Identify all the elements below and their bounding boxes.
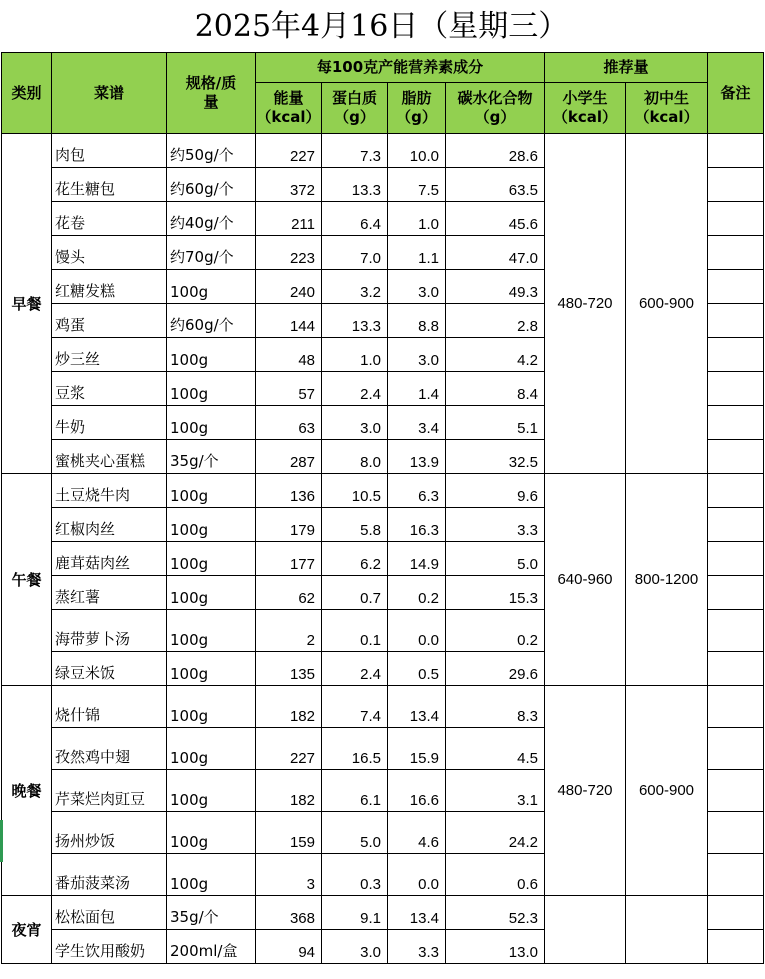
dish-name: 学生饮用酸奶	[52, 930, 167, 964]
dish-spec: 100g	[167, 652, 256, 686]
energy-value: 136	[256, 474, 322, 508]
meal-category: 午餐	[2, 474, 52, 686]
meal-category: 晚餐	[2, 686, 52, 896]
header-primary	[545, 83, 626, 134]
carbs-value: 3.3	[446, 508, 545, 542]
energy-value: 3	[256, 854, 322, 896]
dish-name: 红糖发糕	[52, 270, 167, 304]
dish-name: 鹿茸菇肉丝	[52, 542, 167, 576]
protein-value: 6.1	[322, 770, 388, 812]
notes-cell	[708, 134, 764, 168]
header-recommend-group: 推荐量	[545, 53, 708, 83]
protein-value: 7.3	[322, 134, 388, 168]
energy-value: 372	[256, 168, 322, 202]
dish-name: 鸡蛋	[52, 304, 167, 338]
carbs-value: 45.6	[446, 202, 545, 236]
dish-spec: 约60g/个	[167, 168, 256, 202]
notes-cell	[708, 236, 764, 270]
menu-table	[1, 52, 764, 964]
recommend-junior: 600-900	[626, 686, 708, 896]
dish-spec: 100g	[167, 854, 256, 896]
protein-value: 2.4	[322, 652, 388, 686]
dish-name: 芹菜烂肉豇豆	[52, 770, 167, 812]
table-row	[2, 474, 764, 508]
dish-name: 绿豆米饭	[52, 652, 167, 686]
carbs-value: 47.0	[446, 236, 545, 270]
notes-cell	[708, 854, 764, 896]
protein-value: 6.4	[322, 202, 388, 236]
carbs-value: 29.6	[446, 652, 545, 686]
dish-spec: 100g	[167, 508, 256, 542]
dish-name: 花卷	[52, 202, 167, 236]
energy-value: 287	[256, 440, 322, 474]
carbs-value: 5.0	[446, 542, 545, 576]
header-carbs-unit: （g）	[474, 108, 516, 126]
header-primary-unit: （kcal）	[552, 108, 618, 126]
protein-value: 3.2	[322, 270, 388, 304]
table-row	[2, 686, 764, 728]
header-primary-label: 小学生	[562, 89, 608, 107]
meal-category: 夜宵	[2, 896, 52, 964]
carbs-value: 15.3	[446, 576, 545, 610]
energy-value: 182	[256, 770, 322, 812]
carbs-value: 2.8	[446, 304, 545, 338]
dish-spec: 约40g/个	[167, 202, 256, 236]
dish-spec: 100g	[167, 728, 256, 770]
carbs-value: 8.3	[446, 686, 545, 728]
notes-cell	[708, 686, 764, 728]
notes-cell	[708, 440, 764, 474]
fat-value: 0.5	[388, 652, 446, 686]
energy-value: 94	[256, 930, 322, 964]
carbs-value: 4.5	[446, 728, 545, 770]
energy-value: 211	[256, 202, 322, 236]
protein-value: 13.3	[322, 168, 388, 202]
energy-value: 62	[256, 576, 322, 610]
header-nutrients-group: 每100克产能营养素成分	[256, 53, 545, 83]
recommend-primary: 480-720	[545, 686, 626, 896]
notes-cell	[708, 372, 764, 406]
dish-name: 红椒肉丝	[52, 508, 167, 542]
recommend-primary: 480-720	[545, 134, 626, 474]
fat-value: 1.4	[388, 372, 446, 406]
fat-value: 0.0	[388, 854, 446, 896]
page-title: 2025年4月16日（星期三）	[194, 9, 569, 44]
dish-spec: 35g/个	[167, 896, 256, 930]
energy-value: 57	[256, 372, 322, 406]
header-carbs-label: 碳水化合物	[457, 89, 533, 107]
notes-cell	[708, 304, 764, 338]
protein-value: 5.0	[322, 812, 388, 854]
dish-name: 松松面包	[52, 896, 167, 930]
notes-cell	[708, 338, 764, 372]
notes-cell	[708, 576, 764, 610]
fat-value: 13.4	[388, 686, 446, 728]
dish-spec: 35g/个	[167, 440, 256, 474]
dish-name: 花生糖包	[52, 168, 167, 202]
energy-value: 227	[256, 728, 322, 770]
notes-cell	[708, 542, 764, 576]
dish-name: 番茄菠菜汤	[52, 854, 167, 896]
header-energy	[256, 83, 322, 134]
notes-cell	[708, 930, 764, 964]
dish-spec: 100g	[167, 372, 256, 406]
protein-value: 5.8	[322, 508, 388, 542]
fat-value: 13.4	[388, 896, 446, 930]
energy-value: 63	[256, 406, 322, 440]
header-category: 类别	[2, 53, 52, 134]
carbs-value: 49.3	[446, 270, 545, 304]
dish-spec: 100g	[167, 610, 256, 652]
notes-cell	[708, 168, 764, 202]
protein-value: 9.1	[322, 896, 388, 930]
fat-value: 10.0	[388, 134, 446, 168]
fat-value: 16.6	[388, 770, 446, 812]
dish-name: 蒸红薯	[52, 576, 167, 610]
dish-spec: 100g	[167, 576, 256, 610]
dish-spec: 100g	[167, 474, 256, 508]
fat-value: 0.0	[388, 610, 446, 652]
dish-spec: 100g	[167, 406, 256, 440]
dish-name: 孜然鸡中翅	[52, 728, 167, 770]
header-junior	[626, 83, 708, 134]
dish-spec: 100g	[167, 338, 256, 372]
header-fat	[388, 83, 446, 134]
dish-spec: 100g	[167, 770, 256, 812]
dish-spec: 200ml/盒	[167, 930, 256, 964]
energy-value: 223	[256, 236, 322, 270]
energy-value: 182	[256, 686, 322, 728]
carbs-value: 4.2	[446, 338, 545, 372]
energy-value: 368	[256, 896, 322, 930]
header-carbs	[446, 83, 545, 134]
notes-cell	[708, 270, 764, 304]
dish-name: 豆浆	[52, 372, 167, 406]
fat-value: 4.6	[388, 812, 446, 854]
protein-value: 3.0	[322, 406, 388, 440]
protein-value: 7.4	[322, 686, 388, 728]
fat-value: 1.1	[388, 236, 446, 270]
table-row	[2, 896, 764, 930]
header-notes: 备注	[708, 53, 764, 134]
header-fat-unit: （g）	[396, 108, 437, 126]
header-energy-unit: （kcal）	[256, 108, 321, 126]
notes-cell	[708, 474, 764, 508]
fat-value: 3.4	[388, 406, 446, 440]
energy-value: 227	[256, 134, 322, 168]
protein-value: 10.5	[322, 474, 388, 508]
energy-value: 240	[256, 270, 322, 304]
dish-name: 炒三丝	[52, 338, 167, 372]
fat-value: 13.9	[388, 440, 446, 474]
meal-category: 早餐	[2, 134, 52, 474]
carbs-value: 5.1	[446, 406, 545, 440]
fat-value: 3.0	[388, 270, 446, 304]
notes-cell	[708, 406, 764, 440]
fat-value: 15.9	[388, 728, 446, 770]
fat-value: 3.3	[388, 930, 446, 964]
protein-value: 2.4	[322, 372, 388, 406]
recommend-primary	[545, 896, 626, 964]
notes-cell	[708, 812, 764, 854]
header-protein-unit: （g）	[334, 108, 375, 126]
dish-name: 蜜桃夹心蛋糕	[52, 440, 167, 474]
recommend-primary: 640-960	[545, 474, 626, 686]
carbs-value: 0.6	[446, 854, 545, 896]
carbs-value: 63.5	[446, 168, 545, 202]
dish-spec: 100g	[167, 542, 256, 576]
carbs-value: 8.4	[446, 372, 545, 406]
dish-spec: 约70g/个	[167, 236, 256, 270]
fat-value: 0.2	[388, 576, 446, 610]
dish-spec: 约50g/个	[167, 134, 256, 168]
carbs-value: 52.3	[446, 896, 545, 930]
carbs-value: 13.0	[446, 930, 545, 964]
dish-name: 土豆烧牛肉	[52, 474, 167, 508]
dish-name: 海带萝卜汤	[52, 610, 167, 652]
dish-spec: 约60g/个	[167, 304, 256, 338]
table-row	[2, 134, 764, 168]
edge-accent-mark	[0, 820, 3, 862]
recommend-junior	[626, 896, 708, 964]
protein-value: 8.0	[322, 440, 388, 474]
energy-value: 135	[256, 652, 322, 686]
header-energy-label: 能量	[273, 89, 304, 107]
dish-name: 肉包	[52, 134, 167, 168]
dish-name: 馒头	[52, 236, 167, 270]
protein-value: 3.0	[322, 930, 388, 964]
carbs-value: 24.2	[446, 812, 545, 854]
recommend-junior: 800-1200	[626, 474, 708, 686]
notes-cell	[708, 508, 764, 542]
protein-value: 13.3	[322, 304, 388, 338]
dish-name: 牛奶	[52, 406, 167, 440]
protein-value: 0.1	[322, 610, 388, 652]
notes-cell	[708, 652, 764, 686]
fat-value: 16.3	[388, 508, 446, 542]
dish-spec: 100g	[167, 686, 256, 728]
carbs-value: 3.1	[446, 770, 545, 812]
energy-value: 159	[256, 812, 322, 854]
notes-cell	[708, 896, 764, 930]
energy-value: 2	[256, 610, 322, 652]
fat-value: 7.5	[388, 168, 446, 202]
fat-value: 14.9	[388, 542, 446, 576]
notes-cell	[708, 202, 764, 236]
protein-value: 0.3	[322, 854, 388, 896]
header-fat-label: 脂肪	[401, 89, 432, 107]
energy-value: 48	[256, 338, 322, 372]
dish-name: 烧什锦	[52, 686, 167, 728]
protein-value: 1.0	[322, 338, 388, 372]
fat-value: 1.0	[388, 202, 446, 236]
dish-spec: 100g	[167, 812, 256, 854]
header-spec	[167, 53, 256, 134]
recommend-junior: 600-900	[626, 134, 708, 474]
header-protein-label: 蛋白质	[331, 89, 377, 107]
header-junior-label: 初中生	[644, 89, 690, 107]
protein-value: 6.2	[322, 542, 388, 576]
protein-value: 16.5	[322, 728, 388, 770]
energy-value: 177	[256, 542, 322, 576]
menu-body	[2, 134, 764, 964]
carbs-value: 9.6	[446, 474, 545, 508]
protein-value: 0.7	[322, 576, 388, 610]
energy-value: 144	[256, 304, 322, 338]
dish-spec: 100g	[167, 270, 256, 304]
dish-name: 扬州炒饭	[52, 812, 167, 854]
protein-value: 7.0	[322, 236, 388, 270]
carbs-value: 32.5	[446, 440, 545, 474]
header-junior-unit: （kcal）	[634, 108, 699, 126]
carbs-value: 28.6	[446, 134, 545, 168]
carbs-value: 0.2	[446, 610, 545, 652]
energy-value: 179	[256, 508, 322, 542]
fat-value: 8.8	[388, 304, 446, 338]
fat-value: 3.0	[388, 338, 446, 372]
header-dish: 菜谱	[52, 53, 167, 134]
notes-cell	[708, 728, 764, 770]
notes-cell	[708, 770, 764, 812]
notes-cell	[708, 610, 764, 652]
header-protein	[322, 83, 388, 134]
header-spec-text: 规格/质量	[185, 74, 237, 111]
fat-value: 6.3	[388, 474, 446, 508]
